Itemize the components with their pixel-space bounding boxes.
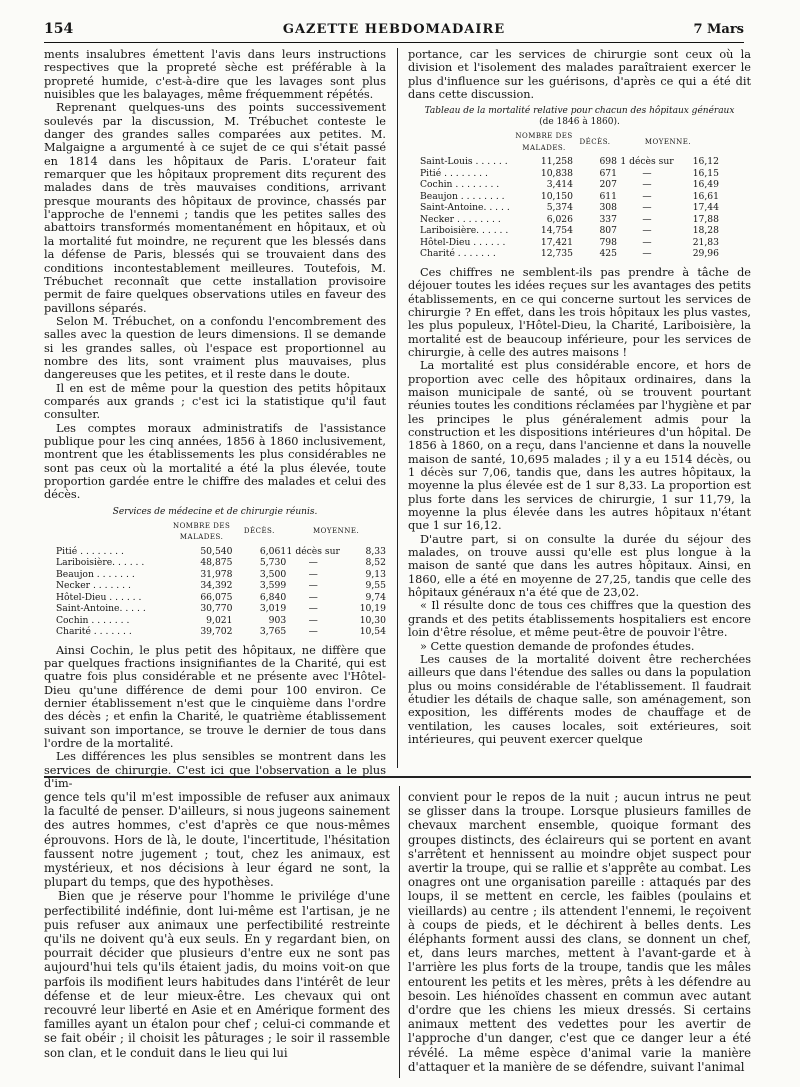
- table-row: Hôtel-Dieu . . . . . . 17,421 798 — 21,83: [420, 236, 719, 248]
- column-divider: [399, 786, 400, 1078]
- table-row: Cochin . . . . . . . 9,021 903 — 10,30: [56, 614, 386, 626]
- paragraph: gence tels qu'il m'est impossible de refuser aux animaux la faculté de penser. D'ailleurs, si nous jugeons sainement des autres hommes, c'est d'après ce que nous-mêmes éprouvons. Hors de là, le doute, l'incertitude, l'hésitation faussent notre jugement ; tout, chez les animaux, est mystérieux, et nos décisions à leur égard ne sont, la plupart du temps, que des hypothèses.: [44, 790, 390, 890]
- column-header: MOYENNE.: [312, 527, 360, 536]
- table-row: Hôtel-Dieu . . . . . . 66,075 6,840 — 9,74: [56, 591, 386, 603]
- left-column: [44, 48, 386, 790]
- feuilleton-left-column: [44, 790, 390, 1060]
- column-divider: [397, 48, 398, 768]
- table-row: Beaujon . . . . . . . . 10,150 611 — 16,61: [420, 190, 719, 202]
- paragraph: D'autre part, si on consulte la durée du séjour des malades, on trouve aussi qu'elle est plus longue à la maison de santé que dans les autres hôpitaux. Ainsi, en 1860, elle a été en moyenne de 27,25, tandis que celle des hôpitaux généraux n'a été que de 23,02.: [408, 532, 751, 600]
- paragraph: portance, car les services de chirurgie sont ceux où la division et l'isolement des malades paraîtraient exercer le plus d'influence sur les guérisons, d'après ce qui a été dit dans cette discussion.: [408, 48, 751, 102]
- paragraph: « Il résulte donc de tous ces chiffres que la question des grands et des petits établissements hospitaliers est encore loin d'être résolue, et même peut-être de pouvoir l'être.: [408, 599, 751, 640]
- paragraph: ments insalubres émettent l'avis dans leurs instructions respectives que la propreté sèche est préférable à la propreté humide, c'est-à-dire que les lavages sont plus nuisibles que les balayages, même fréquemment répétés.: [44, 48, 386, 102]
- paragraph: Les différences les plus sensibles se montrent dans les services de chirurgie. C'est ici que l'observation a le plus d'im-: [44, 750, 386, 791]
- paragraph: Il en est de même pour la question des petits hôpitaux comparés aux grands ; c'est ici la statistique qu'il faut consulter.: [44, 381, 386, 422]
- table-row: Saint-Louis . . . . . . 11,258 698 1 décès sur 16,12: [420, 156, 719, 168]
- column-header: DÉCÈS.: [243, 527, 275, 536]
- table-caption: Services de médecine et de chirurgie réunis.: [112, 506, 318, 517]
- feuilleton-separator: [44, 776, 751, 778]
- column-header: DÉCÈS.: [579, 138, 611, 147]
- right-column: [408, 48, 751, 746]
- journal-title: GAZETTE HEBDOMADAIRE: [282, 22, 506, 37]
- table-row: Charité . . . . . . . 39,702 3,765 — 10,54: [56, 626, 386, 638]
- paragraph: Selon M. Trébuchet, on a confondu l'encombrement des salles avec la question de leurs dimensions. Il se demande si les grandes salles, où l'espace est proportionnel au nombre des lits, sont vraiment plus mauvaises, plus dangereuses que les petites, et il reste dans le doute.: [44, 314, 386, 382]
- column-header: NOMBRE DES MALADES.: [515, 132, 573, 152]
- table-row: Necker . . . . . . . . 6,026 337 — 17,88: [420, 213, 719, 225]
- paragraph: Reprenant quelques-uns des points successivement soulevés par la discussion, M. Trébuchet conteste le danger des grandes salles comparées aux petites. M. Malgaigne a argumenté à ce sujet de ce qui s'était passé en 1814 dans les hôpitaux de Paris. L'orateur fait remarquer que les hôpitaux proprement dits reçurent des malades dans de très mauvaises conditions, arrivant presque mourants des hôpitaux de province, chassés par l'approche de l'ennemi ; tandis que les petites salles des abattoirs transformés momentanément en hôpitaux, et où la mortalité fut moindre, ne reçurent que les blessés dans la défense de Paris, blessés qui se trouvaient dans des conditions incontestablement meilleures. Toutefois, M. Trébuchet reconnaît que cette installation provisoire permit de faire quelques observations utiles en faveur des pavillons séparés.: [44, 101, 386, 315]
- paragraph: Ces chiffres ne semblent-ils pas prendre à tâche de déjouer toutes les idées reçues sur les avantages des petits établissements, en ce qui concerne surtout les services de chirurgie ? En effet, dans les trois hôpitaux les plus vastes, les plus populeux, l'Hôtel-Dieu, la Charité, Lariboisière, la mortalité est de beaucoup inférieure, pour les services de chirurgie, à celle des autres maisons !: [408, 265, 751, 359]
- table-row: Pitié . . . . . . . . 50,540 6,061 1 décès sur 8,33: [56, 545, 386, 557]
- paragraph: » Cette question demande de profondes études.: [420, 639, 695, 653]
- paragraph: Ainsi Cochin, le plus petit des hôpitaux, ne diffère que par quelques fractions insignifiantes de la Charité, qui est quatre fois plus considérable et ne présente avec l'Hôtel-Dieu qu'une différence de demi pour 100 environ. Ce dernier établissement n'est que le cinquième dans l'ordre des décès ; et enfin la Charité, le quatrième établissement suivant son importance, se trouve le dernier de tous dans l'ordre de la mortalité.: [44, 643, 386, 751]
- paragraph: Bien que je réserve pour l'homme le privilége d'une perfectibilité indéfinie, dont lui-même est l'artisan, je ne puis refuser aux animaux une perfectibilité restreinte qu'ils ne doivent qu'à eux seuls. En y regardant bien, on pourrait décider que plusieurs d'entre eux ne sont pas aujourd'hui tels qu'ils étaient jadis, du moins voit-on que parfois ils modifient leurs habitudes dans l'intérêt de leur défense et de leur mieux-être. Les chevaux qui ont recouvré leur liberté en Asie et en Amérique forment des familles ayant un étalon pour chef ; celui-ci commande et se fait obéir ; il choisit les pâturages ; le soir il rassemble son clan, et le conduit dans le lieu qui lui: [44, 889, 390, 1060]
- page-header: [44, 18, 744, 43]
- table-row: Saint-Antoine. . . . . 30,770 3,019 — 10,19: [56, 603, 386, 615]
- paragraph: La mortalité est plus considérable encore, et hors de proportion avec celle des hôpitaux ordinaires, dans la maison municipale de santé, où se trouvent pourtant réunies toutes les conditions réclamées par l'hygiène et par les principes le plus généralement admis pour la construction et les dispositions intérieures d'un hôpital. De 1856 à 1860, on a reçu, dans l'ancienne et dans la nouvelle maison de santé, 10,695 malades ; il y a eu 1514 décès, ou 1 décès sur 7,06, tandis que, dans les autres hôpitaux, la moyenne la plus élevée est de 1 sur 8,33. La proportion est plus forte dans les services de chirurgie, 1 sur 11,79, la moyenne la plus élevée dans les autres hôpitaux n'étant que 1 sur 16,12.: [408, 359, 751, 533]
- table-header-row: [420, 131, 719, 156]
- table-row: Lariboisière. . . . . . 48,875 5,730 — 8,52: [56, 557, 386, 569]
- table-row: Beaujon . . . . . . . 31,978 3,500 — 9,13: [56, 568, 386, 580]
- paragraph: Les causes de la mortalité doivent être recherchées ailleurs que dans l'étendue des salles ou dans la population plus ou moins considérable de l'établissement. Il faudrait étudier les détails de chaque salle, son aménagement, son exposition, les différents modes de chauffage et de ventilation, les causes locales, soit extérieures, soit intérieures, qui peuvent exercer quelque: [408, 652, 751, 746]
- table-row: Cochin . . . . . . . . 3,414 207 — 16,49: [420, 179, 719, 191]
- page-number: 154: [44, 21, 74, 37]
- paragraph: Les comptes moraux administratifs de l'assistance publique pour les cinq années, 1856 à 1860 inclusivement, montrent que les établissements les plus considérables ne sont pas ceux où la mortalité a été la plus élevée, toute proportion gardée entre le chiffre des malades et celui des décès.: [44, 421, 386, 502]
- table-row: Necker . . . . . . . 34,392 3,599 — 9,55: [56, 580, 386, 592]
- issue-date: 7 Mars: [693, 22, 744, 37]
- table-row: Lariboisière. . . . . . 14,754 807 — 18,28: [420, 225, 719, 237]
- table-row: Charité . . . . . . . 12,735 425 — 29,96: [420, 248, 719, 260]
- table-row: Pitié . . . . . . . . 10,838 671 — 16,15: [420, 167, 719, 179]
- table-caption: Tableau de la mortalité relative pour chacun des hôpitaux généraux (de 1846 à 1860).: [424, 106, 735, 128]
- mortality-table-medicine-surgery: [56, 521, 386, 638]
- column-header: MOYENNE.: [644, 138, 692, 147]
- column-header: NOMBRE DES MALADES.: [172, 521, 231, 542]
- mortality-table-general-hospitals: [420, 131, 719, 260]
- feuilleton-right-column: [408, 790, 751, 1074]
- table-header-row: [56, 521, 386, 546]
- table-row: Saint-Antoine. . . . . 5,374 308 — 17,44: [420, 202, 719, 214]
- paragraph: convient pour le repos de la nuit ; aucun intrus ne peut se glisser dans la troupe. Lorsque plusieurs familles de chevaux marchent ensemble, quoique formant des groupes distincts, des éclaireurs qui se portent en avant s'arrêtent et hennissent au moindre objet suspect pour avertir la troupe, qui se rallie et s'apprête au combat. Les onagres ont une organisation pareille : attaqués par des loups, il se mettent en cercle, les faibles (poulains et vieillards) au centre ; ils attendent l'ennemi, le reçoivent à coups de pieds, et le déchirent à belles dents. Les éléphants forment aussi des clans, se donnent un chef, et, dans leurs marches, mettent à l'avant-garde et à l'arrière les plus forts de la troupe, tandis que les mâles entourent les petits et les mères, prêts à les défendre au besoin. Les hiénoïdes chassent en commun avec autant d'ordre que les chiens les mieux dressés. Si certains animaux mettent des vedettes pour les avertir de l'approche d'un danger, c'est que ce danger leur a été révélé. La même espèce d'animal varie la manière d'attaquer et la manière de se défendre, suivant l'animal: [408, 790, 751, 1074]
